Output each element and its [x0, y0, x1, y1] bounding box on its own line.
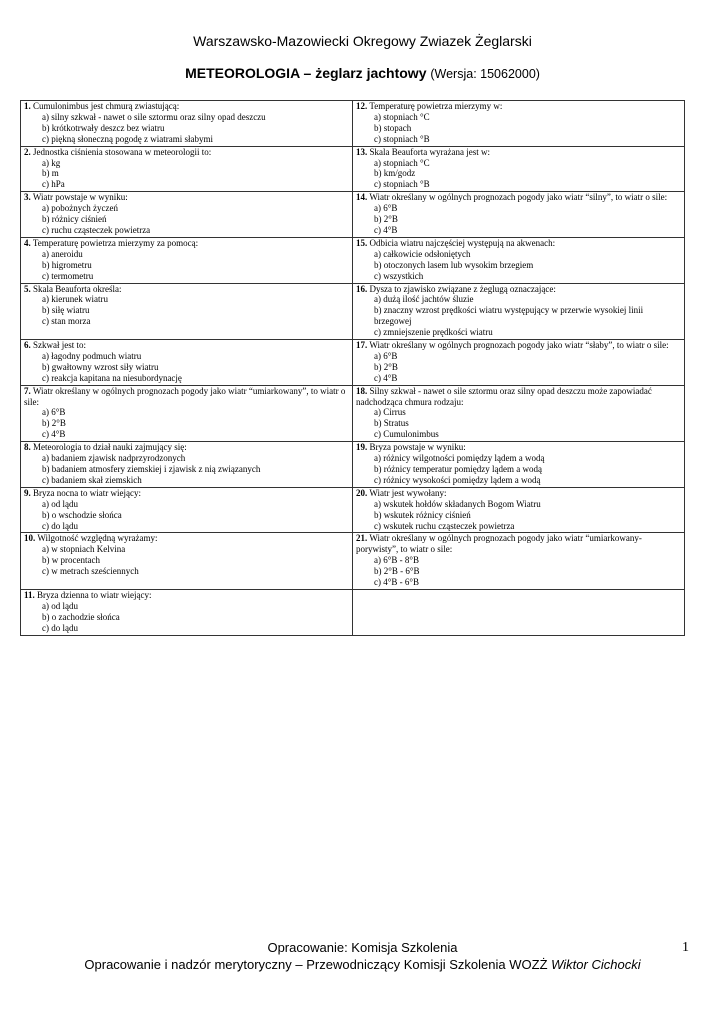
- question-cell: [21, 237, 353, 283]
- question-cell: [353, 533, 685, 590]
- answer-option: a) kg: [42, 157, 61, 168]
- footer-author: Wiktor Cichocki: [551, 957, 641, 972]
- question-number: 15.: [356, 237, 368, 248]
- answer-option: a) różnicy wilgotności pomiędzy lądem a wodą: [374, 453, 545, 464]
- answer-option: c) badaniem skał ziemskich: [42, 474, 142, 485]
- footer-supervision: [0, 957, 725, 972]
- question-stem: [356, 442, 681, 453]
- answer-option: c) stopniach °B: [374, 133, 430, 144]
- answer-option: b) o wschodzie słońca: [42, 509, 122, 520]
- question-stem: [356, 192, 681, 203]
- question-text: Skala Beauforta wyrażana jest w:: [369, 146, 490, 157]
- question-number: 17.: [356, 340, 368, 351]
- answer-option: a) wskutek hołdów składanych Bogom Wiatru: [374, 498, 541, 509]
- question-number: 8.: [24, 442, 31, 453]
- question-stem: [356, 340, 681, 351]
- question-stem: [356, 284, 681, 295]
- question-number: 10.: [24, 533, 36, 544]
- question-cell: [21, 533, 353, 590]
- question-cell: [21, 340, 353, 386]
- answer-option: c) wszystkich: [374, 270, 424, 281]
- document-title: [0, 65, 725, 81]
- answer-option: a) 6°B: [42, 407, 66, 418]
- answer-option: c) wskutek ruchu cząsteczek powietrza: [374, 520, 515, 531]
- question-number: 1.: [24, 101, 31, 111]
- answer-option: b) 2°B: [374, 361, 398, 372]
- question-number: 11.: [24, 589, 35, 600]
- answer-option: a) kierunek wiatru: [42, 294, 108, 305]
- question-text: Odbicia wiatru najczęściej występują na akwenach:: [369, 237, 556, 248]
- question-number: 7.: [24, 385, 31, 396]
- question-stem: [24, 101, 349, 112]
- question-stem: [24, 442, 349, 453]
- answer-option: c) 4°B: [42, 429, 66, 440]
- answer-option: c) 4°B: [374, 372, 398, 383]
- answer-option: c) 4°B: [374, 224, 398, 235]
- question-text: Bryza dzienna to wiatr wiejący:: [37, 589, 152, 600]
- answer-option: b) wskutek różnicy ciśnień: [374, 509, 471, 520]
- question-stem: [356, 238, 681, 249]
- question-text: Wiatr określany w ogólnych prognozach pogody jako wiatr “słaby”, to wiatr o sile:: [369, 340, 669, 351]
- table-row: [21, 589, 685, 635]
- answer-option: b) higrometru: [42, 259, 92, 270]
- question-text: Dysza to zjawisko związane z żeglugą oznaczające:: [369, 283, 556, 294]
- answer-option: b) 2°B: [42, 418, 66, 429]
- question-number: 14.: [356, 192, 368, 203]
- question-stem: [24, 147, 349, 158]
- answer-option: c) do lądu: [42, 622, 78, 633]
- answer-option: a) aneroidu: [42, 248, 83, 259]
- question-stem: [24, 590, 349, 601]
- question-stem: [24, 284, 349, 295]
- question-number: 3.: [24, 192, 31, 203]
- question-cell: [21, 192, 353, 238]
- question-cell: [353, 487, 685, 533]
- question-text: Temperaturę powietrza mierzymy za pomocą:: [32, 237, 199, 248]
- table-row: [21, 385, 685, 442]
- question-cell: [353, 589, 685, 635]
- question-text: Jednostka ciśnienia stosowana w meteorologii to:: [33, 146, 212, 157]
- question-number: 4.: [24, 237, 31, 248]
- question-text: Cumulonimbus jest chmurą zwiastującą:: [33, 101, 180, 111]
- table-row: [21, 101, 685, 147]
- title-text: METEOROLOGIA – żeglarz jachtowy: [185, 65, 427, 81]
- answer-option: b) w procentach: [42, 555, 100, 566]
- question-text: Wilgotność względną wyrażamy:: [37, 533, 158, 544]
- question-number: 2.: [24, 146, 31, 157]
- question-number: 9.: [24, 487, 31, 498]
- answer-option: a) w stopniach Kelvina: [42, 544, 126, 555]
- table-row: [21, 237, 685, 283]
- answer-option: b) różnicy ciśnień: [42, 214, 107, 225]
- answer-option: a) dużą ilość jachtów śluzie: [374, 294, 474, 305]
- question-number: 18.: [356, 385, 368, 396]
- answer-option: b) 2°B - 6°B: [374, 566, 420, 577]
- answer-option: a) silny szkwał - nawet o sile sztormu oraz silny opad deszczu: [42, 111, 266, 122]
- answer-option: c) do lądu: [42, 520, 78, 531]
- answer-option: b) m: [42, 168, 59, 179]
- answer-option: b) 2°B: [374, 214, 398, 225]
- question-cell: [21, 385, 353, 442]
- answer-option: c) zmniejszenie prędkości wiatru: [374, 327, 493, 338]
- table-row: [21, 533, 685, 590]
- answer-option: c) hPa: [42, 179, 65, 190]
- question-stem: [24, 488, 349, 499]
- answer-option: b) znaczny wzrost prędkości wiatru występujący w przerwie wysokiej linii brzegowej: [374, 305, 644, 327]
- question-cell: [353, 283, 685, 340]
- version-text: (Wersja: 15062000): [430, 67, 540, 81]
- table-row: [21, 487, 685, 533]
- table-row: [21, 192, 685, 238]
- question-cell: [21, 487, 353, 533]
- question-cell: [353, 385, 685, 442]
- question-stem: [24, 386, 349, 408]
- page-number: 1: [682, 940, 689, 955]
- answer-option: a) od lądu: [42, 600, 78, 611]
- answer-option: c) 4°B - 6°B: [374, 577, 419, 588]
- answer-option: b) km/godz: [374, 168, 416, 179]
- answer-option: a) badaniem zjawisk nadprzyrodzonych: [42, 453, 186, 464]
- answer-option: a) 6°B: [374, 203, 398, 214]
- question-text: Meteorologia to dział nauki zajmujący się:: [33, 442, 187, 453]
- answer-option: c) stan morza: [42, 316, 91, 327]
- question-cell: [21, 589, 353, 635]
- question-stem: [24, 533, 349, 544]
- answer-option: b) otoczonych lasem lub wysokim brzegiem: [374, 259, 534, 270]
- answer-option: b) badaniem atmosfery ziemskiej i zjawisk z nią związanych: [42, 464, 261, 474]
- question-stem: [24, 192, 349, 203]
- question-number: 12.: [356, 101, 368, 111]
- question-cell: [21, 283, 353, 340]
- table-row: [21, 146, 685, 192]
- question-cell: [353, 340, 685, 386]
- answer-option: b) o zachodzie słońca: [42, 611, 120, 622]
- question-number: 19.: [356, 442, 368, 453]
- answer-option: c) różnicy wysokości pomiędzy lądem a wodą: [374, 474, 541, 485]
- question-text: Wiatr określany w ogólnych prognozach pogody jako wiatr “umiarkowany”, to wiatr o sile:: [24, 385, 346, 407]
- answer-option: c) Cumulonimbus: [374, 429, 439, 440]
- question-cell: [353, 237, 685, 283]
- answer-option: c) w metrach sześciennych: [42, 566, 139, 577]
- answer-option: b) stopach: [374, 122, 412, 133]
- table-row: [21, 283, 685, 340]
- question-stem: [356, 101, 681, 112]
- question-number: 5.: [24, 283, 31, 294]
- answer-option: c) ruchu cząsteczek powietrza: [42, 224, 151, 235]
- question-cell: [353, 442, 685, 488]
- question-cell: [21, 442, 353, 488]
- question-number: 13.: [356, 146, 368, 157]
- table-row: [21, 442, 685, 488]
- organization-name: Warszawsko-Mazowiecki Okregowy Zwiazek Żeglarski: [193, 33, 532, 49]
- answer-option: a) 6°B - 8°B: [374, 555, 419, 566]
- answer-option: a) całkowicie odsłoniętych: [374, 248, 471, 259]
- table-row: [21, 340, 685, 386]
- question-stem: [356, 147, 681, 158]
- question-cell: [21, 146, 353, 192]
- answer-option: c) stopniach °B: [374, 179, 430, 190]
- answer-option: a) pobożnych życzeń: [42, 203, 118, 214]
- answer-option: c) termometru: [42, 270, 94, 281]
- answer-option: b) Stratus: [374, 418, 409, 429]
- question-cell: [21, 101, 353, 147]
- answer-option: a) stopniach °C: [374, 157, 430, 168]
- question-stem: [24, 238, 349, 249]
- question-cell: [353, 192, 685, 238]
- question-stem: [356, 488, 681, 499]
- question-cell: [353, 101, 685, 147]
- answer-option: c) reakcja kapitana na niesubordynację: [42, 372, 182, 383]
- question-text: Bryza nocna to wiatr wiejący:: [33, 487, 141, 498]
- question-text: Wiatr jest wywołany:: [369, 487, 447, 498]
- question-stem: [356, 386, 681, 408]
- answer-option: a) łagodny podmuch wiatru: [42, 350, 142, 361]
- answer-option: b) krótkotrwały deszcz bez wiatru: [42, 122, 165, 133]
- answer-option: a) Cirrus: [374, 407, 406, 418]
- answer-option: b) siłę wiatru: [42, 305, 90, 316]
- question-text: Bryza powstaje w wyniku:: [369, 442, 466, 453]
- answer-option: c) piękną słoneczną pogodę z wiatrami słabymi: [42, 133, 213, 144]
- question-cell: [353, 146, 685, 192]
- question-number: 20.: [356, 487, 368, 498]
- question-text: Silny szkwał - nawet o sile sztormu oraz silny opad deszczu może zapowiadać nadchodząca chmura rodzaju:: [356, 385, 652, 407]
- question-text: Szkwał jest to:: [33, 340, 86, 351]
- answer-option: a) od lądu: [42, 498, 78, 509]
- question-text: Wiatr określany w ogólnych prognozach pogody jako wiatr “silny”, to wiatr o sile:: [369, 192, 668, 203]
- question-number: 21.: [356, 533, 368, 544]
- answer-option: b) gwałtowny wzrost siły wiatru: [42, 361, 159, 372]
- footer-prepared-by: Opracowanie: Komisja Szkolenia: [267, 940, 458, 955]
- question-stem: [24, 340, 349, 351]
- question-text: Wiatr określany w ogólnych prognozach pogody jako wiatr “umiarkowany-porywisty”, to wiatr o sile:: [356, 533, 642, 555]
- question-text: Skala Beauforta określa:: [33, 283, 122, 294]
- answer-option: b) różnicy temperatur pomiędzy lądem a wodą: [374, 464, 542, 474]
- footer-supervision-text: Opracowanie i nadzór merytoryczny – Przewodniczący Komisji Szkolenia WOZŻ: [84, 957, 548, 972]
- question-stem: [356, 533, 681, 555]
- question-text: Temperaturę powietrza mierzymy w:: [369, 101, 503, 111]
- question-number: 16.: [356, 283, 368, 294]
- answer-option: a) stopniach °C: [374, 111, 430, 122]
- question-text: Wiatr powstaje w wyniku:: [32, 192, 128, 203]
- question-number: 6.: [24, 340, 31, 351]
- questions-table: [20, 100, 685, 636]
- answer-option: a) 6°B: [374, 350, 398, 361]
